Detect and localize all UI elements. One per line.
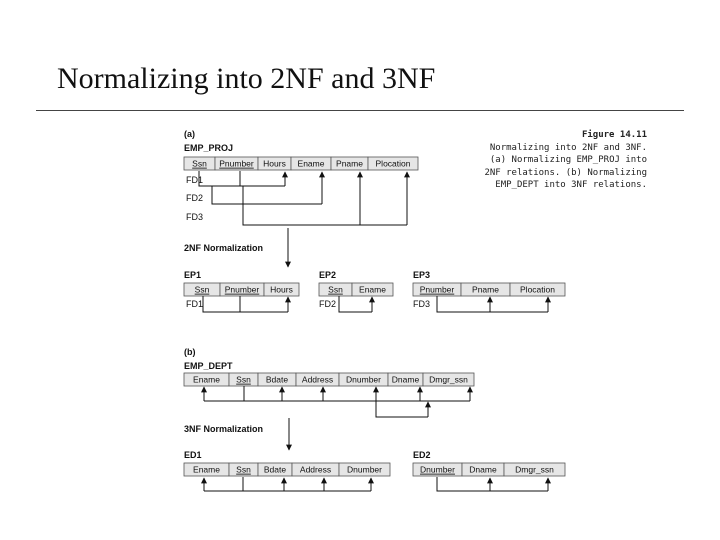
attribute-plocation: Plocation	[520, 284, 555, 295]
caption-line-3: 2NF relations. (b) Normalizing	[484, 167, 647, 178]
attribute-ename: Ename	[193, 374, 220, 385]
ep2-name: EP2	[319, 270, 337, 280]
attribute-plocation: Plocation	[375, 158, 411, 169]
figure-number: Figure 14.11	[581, 130, 647, 140]
fd3-connector	[243, 186, 407, 225]
attribute-dnumber: Dnumber	[420, 464, 455, 475]
attribute-pname: Pname	[472, 284, 499, 295]
attribute-ssn: Ssn	[192, 158, 207, 169]
ep1-table	[184, 283, 299, 296]
ep2-table	[319, 283, 393, 296]
fd2-connector	[212, 186, 322, 204]
attribute-ssn: Ssn	[236, 464, 251, 475]
attribute-dname: Dname	[469, 464, 497, 475]
attribute-ssn: Ssn	[328, 284, 343, 295]
attribute-dnumber: Dnumber	[346, 374, 381, 385]
attribute-address: Address	[301, 374, 334, 385]
attribute-dmgr-ssn: Dmgr_ssn	[429, 374, 468, 385]
emp-proj-table	[184, 157, 418, 170]
slide-title: Normalizing into 2NF and 3NF	[57, 62, 436, 95]
caption-line-4: EMP_DEPT into 3NF relations.	[495, 180, 647, 190]
attribute-ssn: Ssn	[194, 284, 210, 295]
attribute-ename: Ename	[359, 284, 386, 295]
fd2-label: FD2	[186, 193, 204, 203]
ep1-fd-label: FD1	[186, 299, 204, 309]
attribute-pname: Pname	[336, 158, 363, 169]
caption-line-2: (a) Normalizing EMP_PROJ into	[489, 155, 647, 165]
emp-proj-name: EMP_PROJ	[184, 143, 234, 153]
ep1-fd-connector	[203, 296, 288, 312]
fd1-connector	[199, 171, 285, 186]
attribute-hours: Hours	[263, 158, 286, 169]
attribute-hours: Hours	[270, 284, 293, 295]
emp-dept-name: EMP_DEPT	[184, 361, 233, 371]
ep3-fd-label: FD3	[413, 299, 431, 309]
ed1-table	[184, 463, 390, 476]
ed2-table	[413, 463, 565, 476]
fd-dnumber-connector	[376, 401, 428, 417]
attribute-dmgr-ssn: Dmgr_ssn	[515, 464, 554, 475]
attribute-pnumber: Pnumber	[419, 284, 455, 295]
part-b-label: (b)	[184, 347, 196, 357]
attribute-bdate: Bdate	[265, 374, 289, 385]
ed1-name: ED1	[184, 450, 202, 460]
attribute-pnumber: Pnumber	[224, 284, 260, 295]
attribute-pnumber: Pnumber	[219, 158, 254, 169]
emp-dept-table	[184, 373, 474, 386]
ep2-fd-label: FD2	[319, 299, 337, 309]
ep1-name: EP1	[184, 270, 202, 280]
fd1-label: FD1	[186, 175, 204, 185]
fd3-label: FD3	[186, 212, 204, 222]
part-a-label: (a)	[184, 129, 195, 139]
attribute-dnumber: Dnumber	[347, 464, 382, 475]
caption-line-1: Normalizing into 2NF and 3NF.	[489, 142, 647, 153]
2nf-step-label: 2NF Normalization	[184, 243, 264, 253]
ep2-fd-connector	[339, 296, 372, 312]
attribute-ename: Ename	[193, 464, 220, 475]
ed2-fd-connector	[437, 477, 548, 491]
attribute-dname: Dname	[391, 374, 420, 385]
attribute-address: Address	[299, 464, 332, 475]
attribute-bdate: Bdate	[263, 464, 287, 475]
ep3-table	[413, 283, 565, 296]
attribute-ename: Ename	[297, 158, 325, 169]
ed2-name: ED2	[413, 450, 431, 460]
attribute-ssn: Ssn	[236, 374, 251, 385]
ep3-fd-connector	[437, 296, 548, 312]
ep3-name: EP3	[413, 270, 431, 280]
3nf-step-label: 3NF Normalization	[184, 424, 264, 434]
